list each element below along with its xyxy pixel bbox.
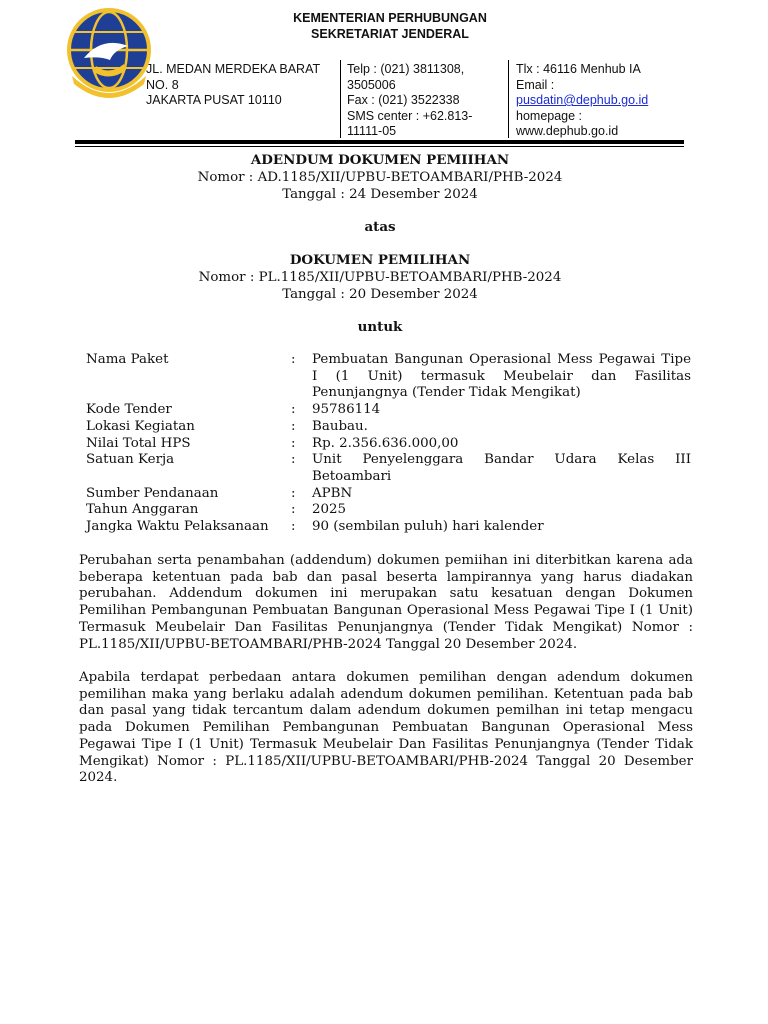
- phone-line: 11111-05: [347, 124, 397, 138]
- addendum-title: ADENDUM DOKUMEN PEMIIHAN: [250, 152, 510, 168]
- letterhead-divider: [340, 60, 341, 138]
- detail-row: [86, 419, 691, 436]
- paragraph-addendum-reason: Perubahan serta penambahan (addendum) dokumen pemiihan ini diterbitkan karena ada beberapa ketentuan pada bab dan pasal beserta lampirannya yang harus diadakan perubahan. Addendum dokumen ini merupakan satu kesatuan dengan Dokumen Pemilihan Pembangunan Pembuatan Bangunan Operasional Mess Pegawai Tipe I (1 Unit) Termasuk Meubelair Dan Fasilitas Penunjangnya (Tender Tidak Mengikat) Nomor : PL.1185/XII/UPBU-BETOAMBARI/PHB-2024 Tanggal 20 Desember 2024.: [79, 553, 693, 652]
- telex-line: Tlx : 46116 Menhub IA: [516, 62, 641, 76]
- address-line: NO. 8: [146, 77, 179, 92]
- addendum-number: Nomor : AD.1185/XII/UPBU-BETOAMBARI/PHB-2024: [197, 170, 563, 185]
- detail-value: Baubau.: [312, 418, 368, 434]
- detail-row: [86, 502, 691, 519]
- detail-label: Tahun Anggaran: [86, 502, 199, 518]
- document-number: Nomor : PL.1185/XII/UPBU-BETOAMBARI/PHB-2024: [198, 270, 562, 285]
- letterhead-rule-thin: [75, 146, 684, 147]
- detail-separator: :: [291, 435, 296, 451]
- address-line: JAKARTA PUSAT 10110: [146, 93, 282, 107]
- detail-separator: :: [291, 352, 296, 367]
- addendum-date: Tanggal : 24 Desember 2024: [282, 187, 478, 202]
- detail-value: Unit Penyelenggara Bandar Udara Kelas III Betoambari: [312, 452, 691, 484]
- phone-line: SMS center : +62.813-: [347, 108, 473, 123]
- document-date: Tanggal : 20 Desember 2024: [282, 287, 478, 302]
- homepage-label: homepage :: [516, 108, 583, 123]
- detail-label: Kode Tender: [86, 402, 172, 418]
- detail-label: Sumber Pendanaan: [86, 485, 219, 501]
- address-line: JL. MEDAN MERDEKA BARAT: [146, 62, 321, 76]
- detail-separator: :: [291, 502, 296, 518]
- letterhead-divider: [508, 60, 509, 138]
- addendum-heading: [75, 152, 685, 203]
- connector-atas: atas: [364, 219, 396, 235]
- detail-value: 90 (sembilan puluh) hari kalender: [312, 519, 544, 535]
- detail-separator: :: [291, 402, 296, 418]
- kemenhub-emblem-icon: [66, 6, 152, 106]
- phone-block: [347, 62, 497, 140]
- letterhead-rule: [75, 140, 684, 144]
- document-heading: [75, 252, 685, 303]
- phone-line: Fax : (021) 3522338: [347, 93, 460, 107]
- detail-row: [86, 486, 691, 503]
- connector-untuk: untuk: [357, 319, 403, 335]
- phone-line: Telp : (021) 3811308,: [347, 62, 465, 76]
- letterhead-institution: [230, 10, 550, 42]
- detail-label: Nilai Total HPS: [86, 435, 191, 451]
- detail-label: Nama Paket: [86, 352, 169, 367]
- detail-separator: :: [291, 485, 296, 501]
- homepage-url: www.dephub.go.id: [516, 124, 619, 138]
- contact-block: [516, 62, 706, 140]
- detail-row: [86, 452, 691, 485]
- secretariat-name: SEKRETARIAT JENDERAL: [311, 27, 469, 41]
- detail-row: [86, 519, 691, 536]
- paragraph-precedence: Apabila terdapat perbedaan antara dokumen pemilihan dengan adendum dokumen pemilihan maka yang berlaku adalah adendum dokumen pemilihan. Ketentuan pada bab dan pasal yang tidak tercantum dalam adendum dokumen pemilhan ini tetap mengacu pada Dokumen Pemilihan Pembangunan Pembuatan Bangunan Operasional Mess Pegawai Tipe I (1 Unit) Termasuk Meubelair Dan Fasilitas Penunjangnya (Tender Tidak Mengikat) Nomor : PL.1185/XII/UPBU-BETOAMBARI/PHB-2024 Tanggal 20 Desember 2024.: [79, 670, 693, 786]
- detail-separator: :: [291, 418, 296, 434]
- detail-row: [86, 436, 691, 453]
- email-label: Email :: [516, 77, 555, 92]
- detail-value: 2025: [312, 502, 347, 518]
- detail-label: Jangka Waktu Pelaksanaan: [86, 519, 269, 535]
- detail-value: 95786114: [312, 402, 381, 418]
- detail-value: APBN: [312, 485, 353, 501]
- detail-separator: :: [291, 452, 296, 468]
- detail-row: [86, 402, 691, 419]
- detail-separator: :: [291, 519, 296, 535]
- detail-value: Pembuatan Bangunan Operasional Mess Pegawai Tipe I (1 Unit) termasuk Meubelair dan Fasilitas Penunjangnya (Tender Tidak Mengikat): [312, 352, 691, 401]
- detail-label: Satuan Kerja: [86, 452, 175, 468]
- phone-line: 3505006: [347, 77, 396, 92]
- address-block: [146, 62, 336, 109]
- detail-label: Lokasi Kegiatan: [86, 418, 195, 434]
- email-link[interactable]: pusdatin@dephub.go.id: [516, 93, 649, 107]
- detail-value: Rp. 2.356.636.000,00: [312, 435, 459, 451]
- document-title: DOKUMEN PEMILIHAN: [289, 252, 471, 268]
- detail-row: [86, 352, 691, 402]
- tender-details: [86, 352, 691, 536]
- ministry-name: KEMENTERIAN PERHUBUNGAN: [293, 11, 487, 25]
